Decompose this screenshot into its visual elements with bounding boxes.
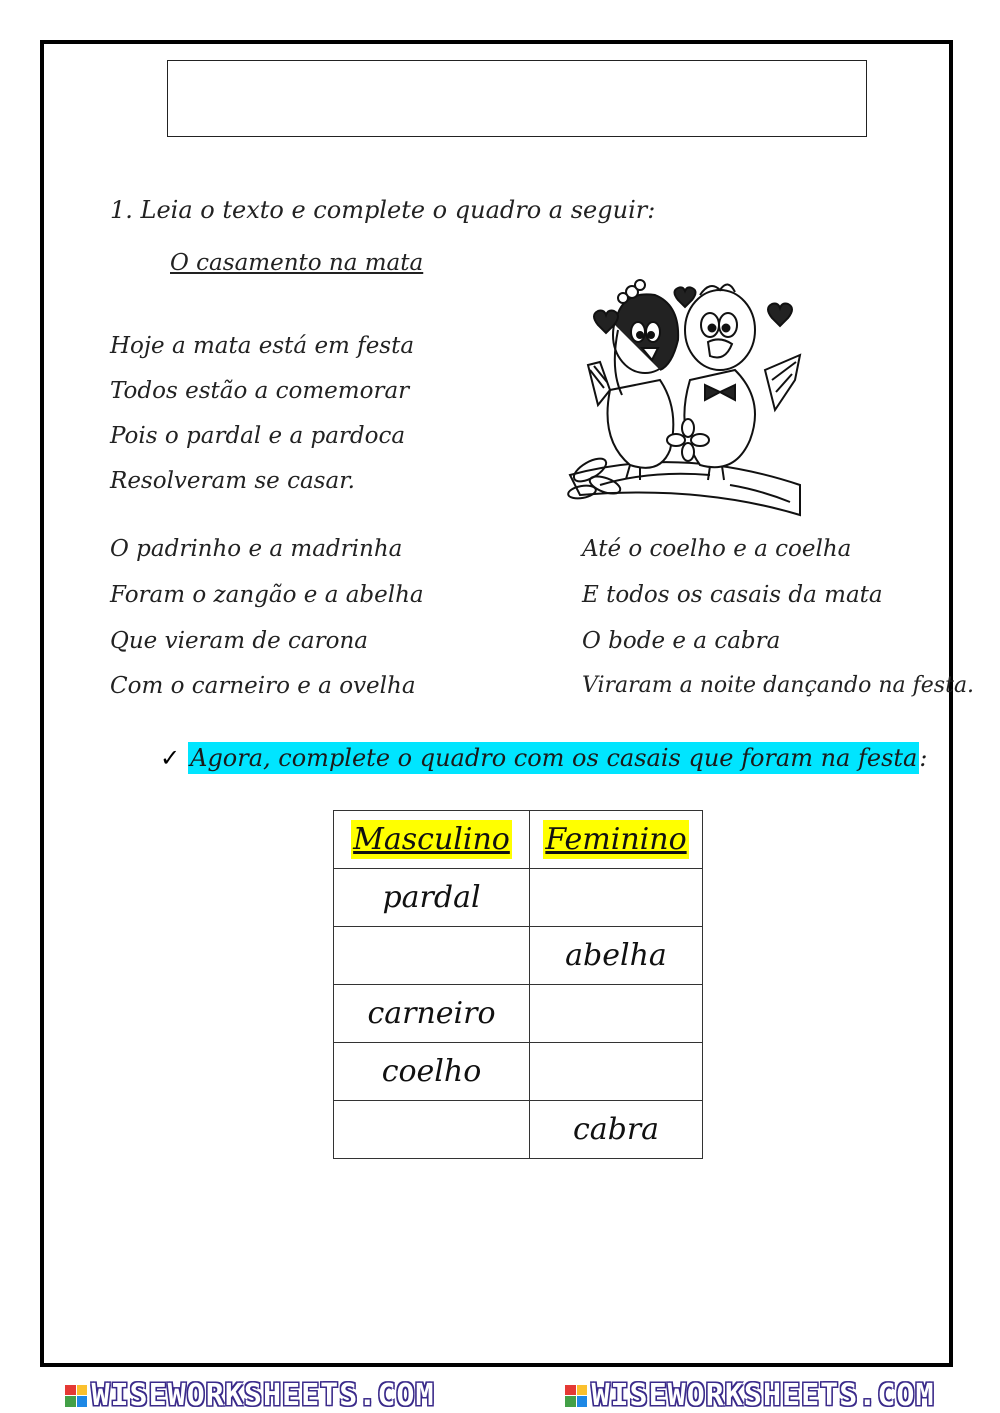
poem-line: Resolveram se casar. bbox=[110, 468, 355, 494]
table-row bbox=[334, 985, 703, 1043]
poem-line: Que vieram de carona bbox=[110, 628, 368, 654]
exercise-instruction: 1. Leia o texto e complete o quadro a seguir: bbox=[110, 196, 656, 224]
answer-cell[interactable] bbox=[530, 1043, 703, 1101]
poem-line: Hoje a mata está em festa bbox=[110, 333, 415, 359]
poem-line: Todos estão a comemorar bbox=[110, 378, 410, 404]
footer-watermark bbox=[0, 1378, 1000, 1413]
checkmark-icon: ✓ bbox=[160, 744, 181, 772]
table-row bbox=[334, 1101, 703, 1159]
header-cell-feminino bbox=[530, 811, 703, 869]
answer-cell[interactable]: abelha bbox=[530, 927, 703, 985]
answer-cell[interactable] bbox=[530, 869, 703, 927]
header-label: Feminino bbox=[545, 822, 687, 857]
worksheet-frame bbox=[40, 40, 953, 1367]
answer-cell[interactable]: pardal bbox=[334, 869, 530, 927]
header-label: Masculino bbox=[353, 822, 510, 857]
task-instruction: Agora, complete o quadro com os casais que foram na festa bbox=[190, 744, 918, 772]
table-row bbox=[334, 927, 703, 985]
task-instruction-row bbox=[160, 742, 927, 774]
poem-line: O padrinho e a madrinha bbox=[110, 536, 403, 562]
poem-line: Foram o zangão e a abelha bbox=[110, 582, 424, 608]
name-box[interactable] bbox=[167, 60, 867, 137]
answer-cell[interactable] bbox=[334, 927, 530, 985]
answer-cell[interactable]: cabra bbox=[530, 1101, 703, 1159]
poem-line: Pois o pardal e a pardoca bbox=[110, 423, 406, 449]
brand-logo-icon bbox=[65, 1385, 87, 1407]
answer-table bbox=[333, 810, 703, 1159]
poem-line: E todos os casais da mata bbox=[582, 582, 883, 608]
brand-text: WISEWORKSHEETS.COM bbox=[91, 1378, 435, 1413]
brand-text: WISEWORKSHEETS.COM bbox=[591, 1378, 935, 1413]
table-header-row bbox=[334, 811, 703, 869]
answer-cell[interactable]: carneiro bbox=[334, 985, 530, 1043]
answer-cell[interactable] bbox=[530, 985, 703, 1043]
brand-logo-icon bbox=[565, 1385, 587, 1407]
brand bbox=[65, 1378, 434, 1413]
answer-cell[interactable] bbox=[334, 1101, 530, 1159]
poem-line: O bode e a cabra bbox=[582, 628, 781, 654]
brand bbox=[565, 1378, 934, 1413]
poem-line: Com o carneiro e a ovelha bbox=[110, 673, 416, 699]
poem-line: Viraram a noite dançando na festa. bbox=[582, 673, 975, 698]
poem-line: Até o coelho e a coelha bbox=[582, 536, 852, 562]
poem-title: O casamento na mata bbox=[170, 250, 424, 276]
answer-cell[interactable]: coelho bbox=[334, 1043, 530, 1101]
bird-couple-illustration bbox=[560, 270, 805, 530]
header-cell-masculino bbox=[334, 811, 530, 869]
task-instruction-colon: : bbox=[919, 744, 928, 772]
table-row bbox=[334, 869, 703, 927]
table-row bbox=[334, 1043, 703, 1101]
